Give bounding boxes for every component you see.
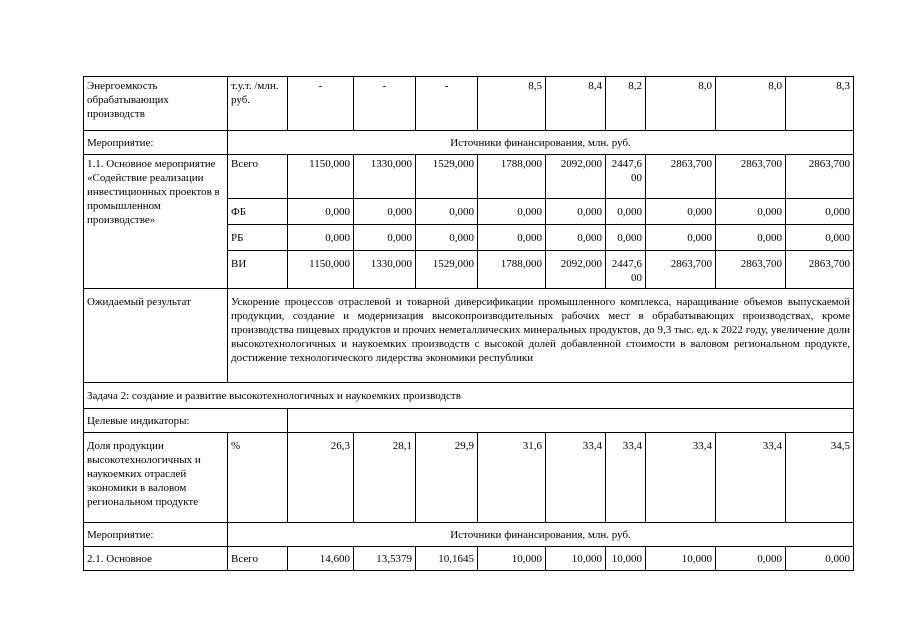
value-cell: 2447,600 <box>606 251 646 289</box>
value-cell: 0,000 <box>288 199 354 225</box>
value-cell: 33,4 <box>716 433 786 523</box>
value-cell: 0,000 <box>786 547 854 571</box>
value-cell: 8,3 <box>786 77 854 131</box>
program-name: 1.1. Основное мероприятие «Содействие реализации инвестиционных проектов в промышленном производстве» <box>84 155 228 289</box>
value-cell: 0,000 <box>646 199 716 225</box>
value-cell: 1150,000 <box>288 251 354 289</box>
value-cell: 8,2 <box>606 77 646 131</box>
value-cell: 1330,000 <box>354 251 416 289</box>
indicator-unit: % <box>228 433 288 523</box>
value-cell: 0,000 <box>416 225 478 251</box>
value-cell: 34,5 <box>786 433 854 523</box>
expected-result-label: Ожидаемый результат <box>84 289 228 383</box>
value-cell: 1150,000 <box>288 155 354 199</box>
financing-sources-header: Источники финансирования, млн. руб. <box>228 523 854 547</box>
table-row <box>84 523 854 547</box>
value-cell: 8,4 <box>546 77 606 131</box>
value-cell: 0,000 <box>786 199 854 225</box>
value-cell: 0,000 <box>354 199 416 225</box>
value-cell: 1330,000 <box>354 155 416 199</box>
value-cell: 1529,000 <box>416 251 478 289</box>
value-cell: 33,4 <box>546 433 606 523</box>
value-cell: - <box>288 77 354 131</box>
source-label: ВИ <box>228 251 288 289</box>
value-cell: 29,9 <box>416 433 478 523</box>
table-row <box>84 433 854 523</box>
value-cell: 10,000 <box>478 547 546 571</box>
indicators-label: Целевые индикаторы: <box>84 409 288 433</box>
value-cell: 10,000 <box>546 547 606 571</box>
value-cell: 0,000 <box>716 547 786 571</box>
value-cell: - <box>354 77 416 131</box>
value-cell: 8,0 <box>716 77 786 131</box>
task-heading: Задача 2: создание и развитие высокотехнологичных и наукоемких производств <box>84 383 854 409</box>
value-cell: 1788,000 <box>478 251 546 289</box>
value-cell: 8,0 <box>646 77 716 131</box>
value-cell: 26,3 <box>288 433 354 523</box>
value-cell: 1788,000 <box>478 155 546 199</box>
table-row <box>84 409 854 433</box>
value-cell: 0,000 <box>416 199 478 225</box>
value-cell: 13,5379 <box>354 547 416 571</box>
table-row <box>84 547 854 571</box>
value-cell: 33,4 <box>606 433 646 523</box>
value-cell: - <box>416 77 478 131</box>
table-row <box>84 77 854 131</box>
value-cell: 0,000 <box>546 225 606 251</box>
value-cell: 0,000 <box>716 225 786 251</box>
value-cell: 1529,000 <box>416 155 478 199</box>
program-name: 2.1. Основное <box>84 547 228 571</box>
value-cell: 0,000 <box>646 225 716 251</box>
value-cell: 10,000 <box>606 547 646 571</box>
value-cell: 0,000 <box>786 225 854 251</box>
value-cell: 28,1 <box>354 433 416 523</box>
value-cell: 2863,700 <box>716 251 786 289</box>
indicator-unit: т.у.т. /млн. руб. <box>228 77 288 131</box>
value-cell: 0,000 <box>606 199 646 225</box>
value-cell: 10,1645 <box>416 547 478 571</box>
source-label: ФБ <box>228 199 288 225</box>
value-cell: 0,000 <box>606 225 646 251</box>
value-cell: 2447,600 <box>606 155 646 199</box>
value-cell: 2863,700 <box>786 155 854 199</box>
value-cell: 33,4 <box>646 433 716 523</box>
value-cell: 2863,700 <box>646 155 716 199</box>
value-cell: 0,000 <box>354 225 416 251</box>
value-cell: 0,000 <box>546 199 606 225</box>
indicator-name: Доля продукции высокотехнологичных и наукоемких отраслей экономики в валовом региональном продукте <box>84 433 228 523</box>
table-row <box>84 131 854 155</box>
source-label: РБ <box>228 225 288 251</box>
financing-sources-header: Источники финансирования, млн. руб. <box>228 131 854 155</box>
value-cell: 31,6 <box>478 433 546 523</box>
table-row <box>84 155 854 199</box>
value-cell: 2092,000 <box>546 251 606 289</box>
value-cell: 10,000 <box>646 547 716 571</box>
value-cell: 14,600 <box>288 547 354 571</box>
value-cell: 0,000 <box>478 225 546 251</box>
value-cell: 0,000 <box>478 199 546 225</box>
source-label: Всего <box>228 155 288 199</box>
indicator-name: Энергоемкость обрабатывающих производств <box>84 77 228 131</box>
program-table <box>83 76 854 571</box>
table-row <box>84 383 854 409</box>
measure-label: Мероприятие: <box>84 131 228 155</box>
value-cell: 2863,700 <box>716 155 786 199</box>
table-row <box>84 289 854 383</box>
source-label: Всего <box>228 547 288 571</box>
measure-label: Мероприятие: <box>84 523 228 547</box>
value-cell: 0,000 <box>716 199 786 225</box>
value-cell: 2863,700 <box>646 251 716 289</box>
value-cell: 2092,000 <box>546 155 606 199</box>
value-cell: 0,000 <box>288 225 354 251</box>
indicators-empty <box>288 409 854 433</box>
value-cell: 2863,700 <box>786 251 854 289</box>
value-cell: 8,5 <box>478 77 546 131</box>
expected-result-text: Ускорение процессов отраслевой и товарной диверсификации промышленного комплекса, наращивание объемов выпускаемой продукции, создание и модернизация высокопроизводительных рабочих мест в обрабатывающих производствах, кроме производства пищевых продуктов и прочих неметаллических минеральных продуктов, до 9,3 тыс. ед. к 2022 году, увеличение доли высокотехнологичных и наукоемких производств с высокой долей добавленной стоимости в валовом региональном продукте, достижение технологического лидерства экономики республики <box>228 289 854 383</box>
